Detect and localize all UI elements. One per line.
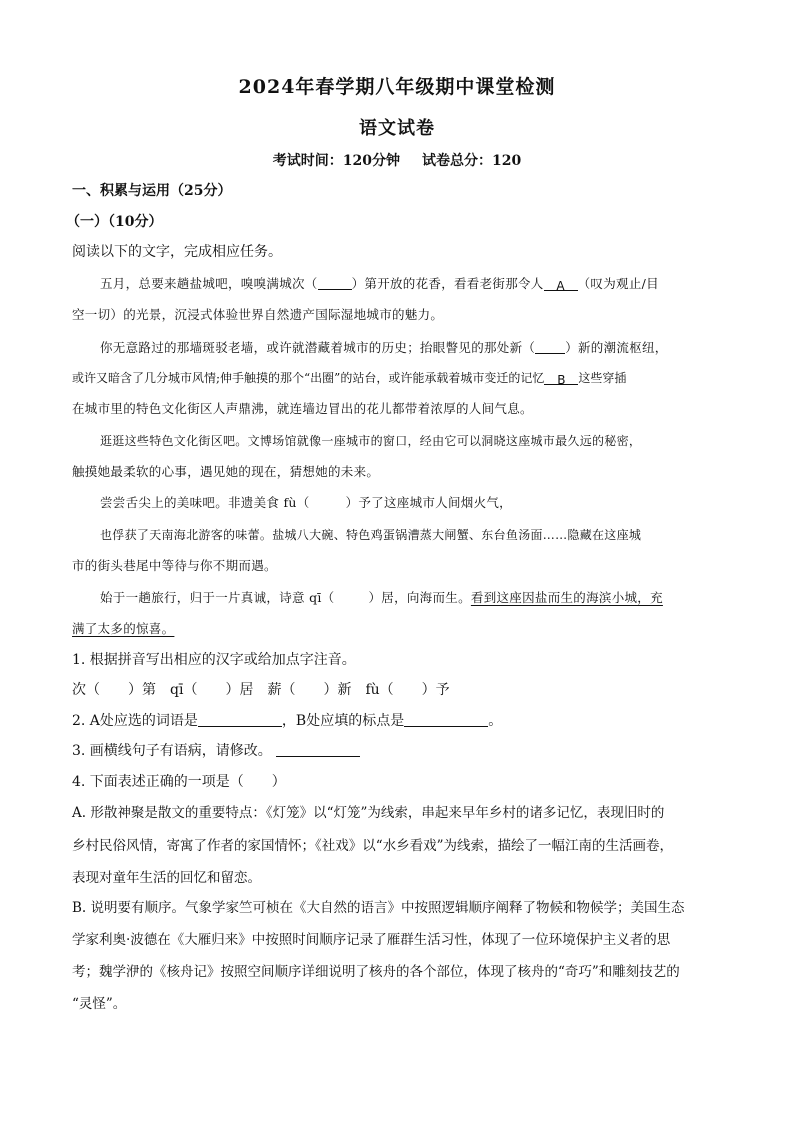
passage-line bbox=[100, 493, 722, 513]
passage-text: ）居，向海而生。 bbox=[368, 590, 471, 605]
passage-text: 这些穿插 bbox=[578, 371, 627, 385]
passage-line: 空一切）的光景，沉浸式体验世界自然遗产国际湿地城市的魅力。 bbox=[72, 307, 444, 322]
question-text: 2. A处应选的词语是 bbox=[72, 713, 198, 729]
passage-line: 逛逛这些特色文化街区吧。文博场馆就像一座城市的窗口，经由它可以洞晓这座城市最久远的秘密， bbox=[100, 434, 642, 448]
question-1: 1. 根据拼音写出相应的汉字或给加点字注音。 bbox=[72, 652, 356, 668]
passage-text: 或许又暗含了几分城市风情;伸手触摸的那个“出圈”的站台，或许能承载着城市变迁的记忆 bbox=[72, 371, 545, 385]
option-b-line: “灵怪”。 bbox=[72, 996, 127, 1012]
passage-text: ）予了这座城市人间烟火气， bbox=[345, 495, 512, 510]
passage-line: 触摸她最柔软的心事，遇见她的现在，猜想她的未来。 bbox=[72, 464, 380, 479]
passage-text: 你无意路过的那墙斑驳老墙，或许就潜藏着城市的历史；抬眼瞥见的那处新（ bbox=[100, 340, 536, 355]
option-a-line: A. 形散神聚是散文的重要特点：《灯笼》以“灯笼”为线索，串起来早年乡村的诸多记忆，表现旧时的 bbox=[72, 805, 665, 821]
section-heading: 一、积累与运用（25分） bbox=[72, 183, 232, 199]
instruction-text: 阅读以下的文字，完成相应任务。 bbox=[72, 244, 282, 260]
underlined-sentence: 看到这座因盐而生的海滨小城，充 bbox=[470, 590, 663, 605]
exam-info bbox=[0, 150, 794, 170]
question-1-items: 次（ ）第 qī（ ）居 薪（ ）新 fù（ ）予 bbox=[72, 682, 450, 698]
passage-line bbox=[72, 619, 722, 639]
exam-title: 2024年春学期八年级期中课堂检测 bbox=[238, 76, 556, 98]
question-4: 4. 下面表述正确的一项是（ ） bbox=[72, 774, 286, 790]
question-text: 。 bbox=[488, 713, 503, 729]
question-2 bbox=[72, 711, 722, 731]
passage-line bbox=[72, 368, 722, 388]
answer-blank bbox=[318, 275, 352, 290]
mark-a: A bbox=[544, 276, 578, 291]
question-text: 3. 画横线句子有语病，请修改。 bbox=[72, 743, 272, 759]
passage-line bbox=[100, 274, 722, 294]
exam-time: 考试时间：120分钟 bbox=[272, 153, 400, 169]
option-b-line: B. 说明要有顺序。气象学家竺可桢在《大自然的语言》中按照逻辑顺序阐释了物候和物候学；美国生态 bbox=[72, 900, 685, 916]
passage-line: 市的街头巷尾中等待与你不期而遇。 bbox=[72, 558, 277, 573]
option-a-line: 乡村民俗风情，寄寓了作者的家国情怀；《社戏》以“水乡看戏”为线索，描绘了一幅江南的生活画卷， bbox=[72, 838, 674, 854]
part-heading: （一）（10分） bbox=[66, 214, 163, 230]
answer-blank bbox=[198, 712, 282, 727]
mark-b: B bbox=[544, 370, 578, 385]
passage-line: 也俘获了天南海北游客的味蕾。盐城八大碗、特色鸡蛋锅漕蒸大闸蟹、东台鱼汤面……隐藏在这座城 bbox=[100, 528, 642, 542]
exam-total-score: 试卷总分：120 bbox=[422, 153, 522, 169]
passage-text: ）新的潮流枢纽， bbox=[565, 340, 668, 355]
passage-line: 在城市里的特色文化街区人声鼎沸，就连墙边冒出的花儿都带着浓厚的人间气息。 bbox=[72, 401, 533, 416]
answer-blank bbox=[276, 742, 360, 757]
underlined-sentence: 满了太多的惊喜。 bbox=[72, 621, 175, 636]
answer-blank bbox=[535, 339, 565, 354]
option-b-line: 考；魏学洢的《核舟记》按照空间顺序详细说明了核舟的各个部位，体现了核舟的“奇巧”和雕刻技艺的 bbox=[72, 964, 680, 980]
question-text: ，B处应填的标点是 bbox=[281, 713, 405, 729]
exam-subtitle: 语文试卷 bbox=[359, 118, 435, 139]
passage-line bbox=[100, 588, 722, 608]
option-a-line: 表现对童年生活的回忆和留恋。 bbox=[72, 870, 261, 886]
passage-text: 尝尝舌尖上的美味吧。非遗美食 fù（ bbox=[100, 495, 310, 510]
passage-text: 五月，总要来趟盐城吧，嗅嗅满城次（ bbox=[100, 276, 318, 291]
answer-blank bbox=[404, 712, 488, 727]
option-b-line: 学家利奥·波德在《大雁归来》中按照时间顺序记录了雁群生活习性，体现了一位环境保护主义者的思 bbox=[72, 932, 671, 948]
passage-text: 始于一趟旅行，归于一片真诚，诗意 qī（ bbox=[100, 590, 335, 605]
passage-text: ）第开放的花香，看看老街那令人 bbox=[351, 276, 544, 291]
passage-text: （叹为观止/目 bbox=[577, 276, 659, 291]
passage-line bbox=[100, 338, 722, 358]
question-3 bbox=[72, 741, 722, 761]
